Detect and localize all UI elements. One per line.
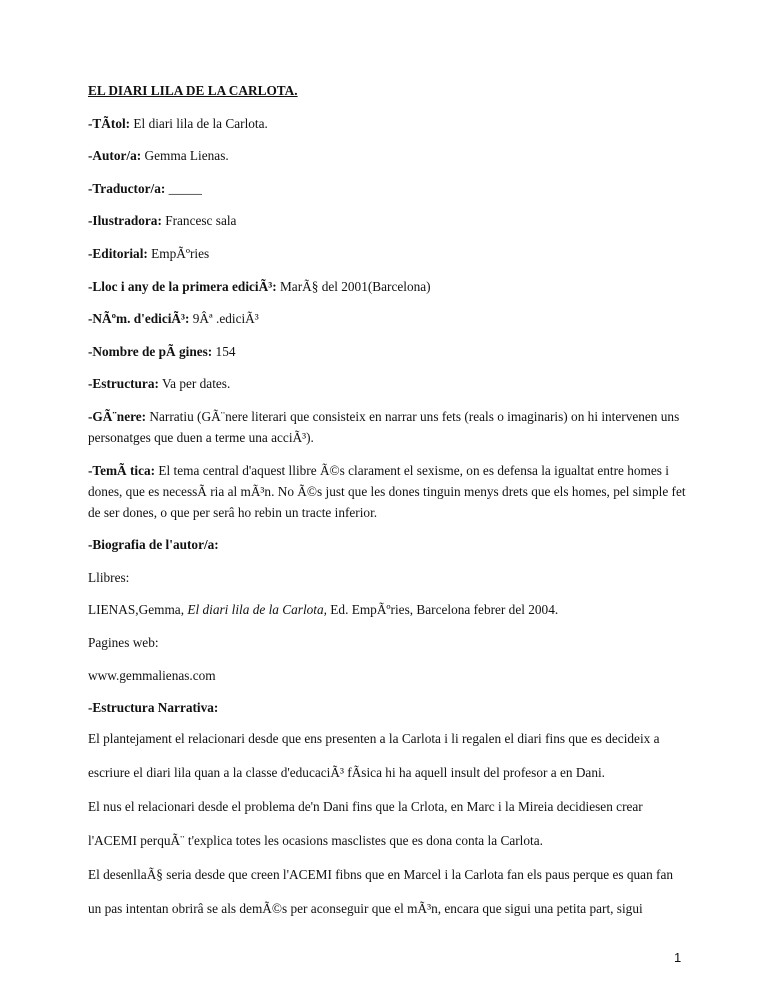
field-first-edition (88, 276, 688, 297)
book-reference (88, 599, 688, 620)
field-genre (88, 406, 688, 448)
field-value: Francesc sala (161, 213, 237, 229)
book-title: El diari lila de la Carlota, (187, 602, 327, 618)
biography-heading (88, 534, 688, 555)
field-label: -Estructura: (88, 376, 159, 392)
books-label: Llibres: (88, 569, 130, 585)
field-value: El tema central d'aquest llibre Ã©s clarament el sexisme, on es defensa la igualtat entre homes i dones, que es necessÃ ria al mÃ³n. No Ã©s just que les dones tinguin menys drets que els homes, pel simple fet de ser dones, o que per serâ ho rebin un tracte inferior. (88, 462, 686, 520)
field-label: -Lloc i any de la primera ediciÃ³: (88, 278, 277, 294)
narrative-line: El plantejament el relacionari desde que ens presenten a la Carlota i li regalen el diari fins que es decideix a (88, 731, 660, 747)
biography-heading-text: -Biografia de l'autor/a: (88, 537, 219, 553)
page-number: 1 (674, 950, 682, 965)
field-value: Narratiu (GÃ¨nere literari que consisteix en narrar uns fets (reals o imaginaris) on hi intervenen uns personatges que duen a terme una acciÃ³). (88, 408, 680, 445)
narrative-line: El desenllaÃ§ seria desde que creen l'ACEMI fibns que en Marcel i la Carlota fan els paus perque es quan fan (88, 867, 674, 883)
document-page (88, 80, 688, 926)
field-structure (88, 373, 688, 394)
field-illustrator (88, 210, 688, 231)
field-value: El diari lila de la Carlota. (130, 115, 268, 131)
field-edition-number (88, 308, 688, 329)
web-label: Pagines web: (88, 634, 159, 650)
field-label: -GÃ¨nere: (88, 408, 147, 424)
narrative-line: un pas intentan obrirâ se als demÃ©s per aconseguir que el mÃ³n, encara que sigui una petita part, sigui (88, 901, 643, 917)
field-label: -TemÃ tica: (88, 462, 156, 478)
field-label: -TÃtol: (88, 115, 131, 131)
field-translator (88, 178, 688, 199)
website-link[interactable]: www.gemmalienas.com (88, 667, 216, 683)
field-value: Va per dates. (158, 376, 231, 392)
book-author: LIENAS,Gemma, (88, 602, 188, 618)
field-value: EmpÃºries (147, 245, 210, 261)
narrative-line: l'ACEMI perquÃ¨ t'explica totes les ocasions masclistes que es dona conta la Carlota. (88, 833, 543, 849)
field-title (88, 113, 688, 134)
field-value: Gemma Lienas. (141, 148, 229, 164)
field-value: 9Âª .ediciÃ³ (189, 311, 259, 327)
field-theme (88, 460, 688, 523)
field-page-count (88, 341, 688, 362)
field-label: -Autor/a: (88, 148, 142, 164)
field-value: _____ (165, 180, 202, 196)
narrative-heading-text: -Estructura Narrativa: (88, 700, 219, 716)
document-title: EL DIARI LILA DE LA CARLOTA. (88, 83, 298, 98)
field-value: MarÃ§ del 2001(Barcelona) (276, 278, 431, 294)
field-author (88, 145, 688, 166)
field-label: -Nombre de pÃ gines: (88, 343, 213, 359)
narrative-heading (88, 697, 688, 718)
field-publisher (88, 243, 688, 264)
field-label: -Editorial: (88, 245, 148, 261)
field-value: 154 (212, 343, 236, 359)
narrative-line: El nus el relacionari desde el problema de'n Dani fins que la Crlota, en Marc i la Mireia decidiesen crear (88, 799, 643, 815)
field-label: -Traductor/a: (88, 180, 166, 196)
field-label: -NÃºm. d'ediciÃ³: (88, 311, 190, 327)
field-label: -Ilustradora: (88, 213, 162, 229)
narrative-line: escriure el diari lila quan a la classe d'educaciÃ³ fÃsica hi ha aquell insult del profesor a en Dani. (88, 765, 606, 781)
book-details: Ed. EmpÃºries, Barcelona febrer del 2004. (326, 602, 559, 618)
